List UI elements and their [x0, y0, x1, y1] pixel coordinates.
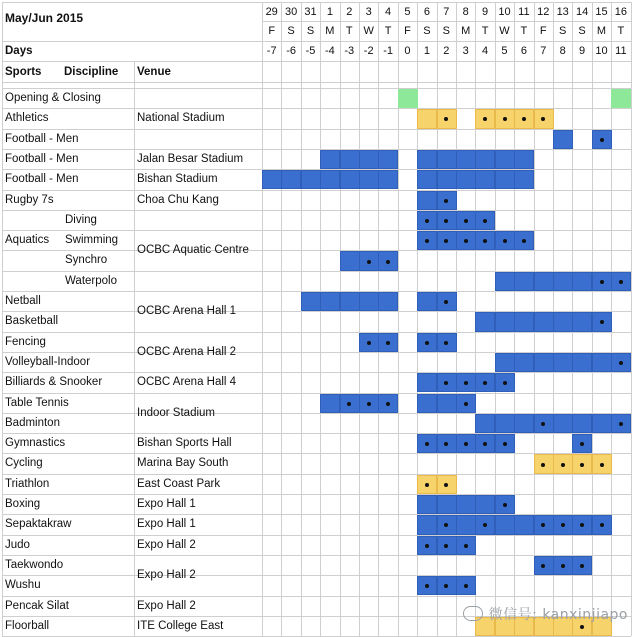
discipline-name: Synchro — [65, 254, 108, 267]
date-cell: 1 — [326, 6, 333, 18]
session-dot — [425, 341, 429, 345]
day-number-cell: -4 — [324, 45, 335, 57]
grid-line — [2, 41, 631, 42]
grid-line — [2, 596, 631, 597]
schedule-cell — [572, 414, 592, 433]
weekday-cell: T — [384, 25, 392, 37]
date-cell: 11 — [518, 6, 530, 18]
sport-name: Rugby 7s — [5, 193, 54, 206]
schedule-cell — [340, 170, 360, 189]
date-cell: 16 — [614, 6, 627, 18]
venue-name: OCBC Aquatic Centre — [137, 244, 249, 257]
weekday-cell: W — [499, 25, 510, 37]
session-dot — [386, 341, 390, 345]
schedule-cell — [553, 353, 573, 372]
session-dot — [386, 402, 390, 406]
venue-name: OCBC Arena Hall 1 — [137, 305, 237, 318]
sport-name: Aquatics — [5, 234, 50, 247]
schedule-cell — [475, 495, 495, 514]
session-dot — [561, 463, 565, 467]
sport-name: Sepaktakraw — [5, 518, 72, 531]
schedule-cell — [572, 353, 592, 372]
session-dot — [367, 402, 371, 406]
weekday-cell: T — [345, 25, 353, 37]
weekday-cell: F — [404, 25, 411, 37]
sport-name: Billiards & Snooker — [5, 376, 103, 389]
schedule-cell — [514, 272, 534, 291]
schedule-cell — [514, 515, 534, 534]
day-number-cell: 3 — [462, 45, 469, 57]
day-number-cell: 0 — [404, 45, 411, 57]
grid-line — [2, 433, 631, 434]
schedule-cell — [437, 170, 457, 189]
day-number-cell: -7 — [266, 45, 277, 57]
session-dot — [464, 402, 468, 406]
session-dot — [580, 625, 584, 629]
days-label: Days — [5, 45, 33, 57]
session-dot — [444, 199, 448, 203]
schedule-cell — [301, 292, 321, 311]
date-cell: 14 — [575, 6, 589, 18]
sport-name: Boxing — [5, 498, 41, 510]
sport-name: Gymnastics — [5, 437, 66, 450]
schedule-cell — [340, 292, 360, 311]
schedule-cell — [359, 292, 379, 311]
session-dot — [503, 381, 507, 385]
schedule-cell — [572, 312, 592, 331]
sport-name: Taekwondo — [5, 558, 64, 571]
sport-name: Wushu — [5, 579, 41, 592]
weekday-cell: T — [520, 25, 528, 37]
weekday-cell: M — [325, 25, 335, 37]
day-number-cell: 11 — [615, 45, 627, 57]
session-dot — [503, 503, 507, 507]
schedule-cell — [437, 495, 457, 514]
schedule-cell — [553, 130, 573, 149]
schedule-cell — [417, 394, 437, 413]
day-number-cell: 8 — [559, 45, 566, 57]
schedule-cell — [514, 150, 534, 169]
schedule-cell — [475, 414, 495, 433]
schedule-cell — [417, 292, 437, 311]
weekday-cell: T — [481, 25, 489, 37]
schedule-cell — [359, 150, 379, 169]
date-cell: 12 — [537, 6, 550, 18]
day-number-cell: 9 — [579, 45, 586, 57]
date-cell: 9 — [482, 6, 489, 18]
venue-name: Bishan Stadium — [137, 173, 218, 186]
venue-name: Expo Hall 2 — [137, 599, 196, 612]
grid-line — [2, 535, 631, 536]
weekday-cell: S — [287, 25, 295, 37]
schedule-table — [2, 2, 637, 634]
date-cell: 4 — [385, 6, 392, 18]
session-dot — [600, 138, 604, 142]
schedule-cell — [456, 150, 476, 169]
schedule-cell — [495, 170, 515, 189]
schedule-cell — [611, 89, 631, 108]
schedule-cell — [320, 292, 340, 311]
schedule-cell — [378, 292, 398, 311]
grid-line — [2, 332, 631, 333]
date-cell: 29 — [265, 6, 278, 18]
schedule-cell — [378, 150, 398, 169]
schedule-cell — [495, 353, 515, 372]
session-dot — [386, 260, 390, 264]
weekday-cell: S — [423, 25, 431, 37]
grid-line — [2, 61, 631, 62]
schedule-cell — [320, 394, 340, 413]
grid-line — [2, 82, 631, 83]
sport-name: Athletics — [5, 112, 49, 125]
discipline-name: Diving — [65, 213, 97, 226]
grid-line — [359, 2, 360, 636]
weekday-cell: S — [559, 25, 567, 37]
grid-line — [2, 149, 631, 150]
sport-name: Judo — [5, 538, 30, 551]
session-dot — [464, 544, 468, 548]
venue-name: Bishan Sports Hall — [137, 437, 232, 450]
sport-name: Opening & Closing — [5, 92, 101, 104]
session-dot — [503, 239, 507, 243]
schedule-cell — [553, 414, 573, 433]
weekday-cell: S — [306, 25, 315, 37]
grid-line — [2, 474, 631, 475]
page-title: May/Jun 2015 — [5, 11, 84, 25]
weekday-cell: M — [461, 25, 471, 37]
schedule-cell — [456, 170, 476, 189]
watermark-text: 微信号: kanxinjiapo — [488, 607, 628, 623]
session-dot — [425, 544, 429, 548]
day-number-cell: 2 — [443, 45, 450, 57]
weekday-cell: W — [363, 25, 374, 37]
schedule-cell — [398, 89, 418, 108]
schedule-cell — [514, 170, 534, 189]
venue-name: Expo Hall 2 — [137, 538, 196, 551]
venue-name: Jalan Besar Stadium — [137, 152, 244, 165]
date-cell: 8 — [462, 6, 469, 18]
schedule-cell — [417, 515, 437, 534]
session-dot — [541, 463, 545, 467]
venue-name: Marina Bay South — [137, 457, 229, 470]
day-number-cell: -2 — [363, 45, 374, 57]
schedule-cell — [475, 170, 495, 189]
schedule-cell — [320, 150, 340, 169]
session-dot — [503, 442, 507, 446]
schedule-cell — [301, 170, 321, 189]
schedule-cell — [514, 312, 534, 331]
wechat-icon — [463, 606, 483, 621]
schedule-cell — [534, 353, 554, 372]
session-dot — [600, 280, 604, 284]
date-cell: 5 — [404, 6, 411, 18]
session-dot — [483, 219, 487, 223]
day-number-cell: 5 — [501, 45, 508, 57]
schedule-cell — [456, 515, 476, 534]
schedule-cell — [495, 312, 515, 331]
day-number-cell: 1 — [423, 45, 430, 57]
day-number-cell: 4 — [482, 45, 489, 57]
venue-name: National Stadium — [137, 112, 225, 125]
session-dot — [619, 422, 623, 426]
sport-name: Pencak Silat — [5, 599, 69, 612]
weekday-cell: F — [268, 25, 276, 37]
watermark — [463, 604, 628, 624]
session-dot — [619, 361, 623, 365]
schedule-cell — [417, 373, 437, 392]
day-number-cell: -3 — [344, 45, 355, 57]
sport-name: Badminton — [5, 416, 60, 429]
sport-name: Volleyball-Indoor — [5, 355, 91, 368]
schedule-cell — [495, 515, 515, 534]
venue-name: Expo Hall 1 — [137, 498, 196, 510]
schedule-cell — [495, 414, 515, 433]
session-dot — [464, 219, 468, 223]
grid-line — [301, 2, 302, 636]
sport-name: Cycling — [5, 457, 43, 470]
session-dot — [580, 463, 584, 467]
venue-name: Indoor Stadium — [137, 406, 215, 419]
schedule-cell — [437, 150, 457, 169]
venue-name: Choa Chu Kang — [137, 193, 219, 206]
schedule-cell — [417, 150, 437, 169]
schedule-cell — [495, 150, 515, 169]
discipline-name: Waterpolo — [65, 274, 117, 287]
grid-line — [2, 2, 631, 3]
date-cell: 6 — [423, 6, 430, 18]
venue-header: Venue — [137, 66, 171, 78]
weekday-cell: M — [596, 25, 607, 37]
sport-name: Football - Men — [5, 152, 79, 165]
discipline-header: Discipline — [64, 66, 119, 78]
schedule-cell — [475, 312, 495, 331]
session-dot — [367, 341, 371, 345]
grid-line — [2, 575, 631, 576]
sport-name: Football - Men — [5, 132, 79, 145]
sport-name: Football - Men — [5, 173, 79, 186]
schedule-cell — [592, 414, 612, 433]
schedule-cell — [592, 353, 612, 372]
date-cell: 30 — [284, 6, 298, 18]
grid-line — [378, 2, 379, 636]
day-number-cell: 10 — [595, 45, 608, 57]
schedule-cell — [534, 272, 554, 291]
grid-line — [2, 2, 3, 636]
grid-line — [2, 494, 631, 495]
session-dot — [425, 219, 429, 223]
date-cell: 7 — [443, 6, 450, 18]
schedule-cell — [553, 272, 573, 291]
grid-line — [281, 2, 282, 636]
weekday-cell: T — [617, 25, 625, 37]
schedule-cell — [514, 414, 534, 433]
venue-name: OCBC Arena Hall 2 — [137, 345, 237, 358]
sport-name: Basketball — [5, 315, 59, 328]
day-number-cell: 7 — [540, 45, 547, 57]
day-number-cell: 6 — [520, 45, 527, 57]
session-dot — [619, 280, 623, 284]
schedule-cell — [417, 170, 437, 189]
sport-name: Triathlon — [5, 477, 50, 490]
grid-line — [262, 21, 631, 22]
session-dot — [347, 402, 351, 406]
day-number-cell: -1 — [383, 45, 393, 57]
date-cell: 31 — [304, 6, 317, 18]
session-dot — [561, 564, 565, 568]
day-number-cell: -6 — [286, 45, 296, 57]
discipline-name: Swimming — [65, 234, 119, 247]
schedule-cell — [553, 312, 573, 331]
grid-line — [340, 2, 341, 636]
session-dot — [464, 239, 468, 243]
venue-name: Expo Hall 1 — [137, 518, 196, 531]
schedule-cell — [514, 353, 534, 372]
session-dot — [367, 260, 371, 264]
grid-line — [320, 2, 321, 636]
schedule-cell — [572, 272, 592, 291]
schedule-cell — [475, 150, 495, 169]
schedule-cell — [262, 170, 282, 189]
schedule-cell — [378, 170, 398, 189]
venue-name: OCBC Arena Hall 4 — [137, 376, 237, 389]
schedule-cell — [340, 251, 360, 270]
date-cell: 13 — [556, 6, 569, 18]
session-dot — [464, 442, 468, 446]
schedule-cell — [417, 495, 437, 514]
date-cell: 3 — [365, 6, 372, 18]
schedule-cell — [456, 495, 476, 514]
sport-name: Floorball — [5, 619, 50, 632]
grid-line — [2, 190, 631, 191]
schedule-cell — [359, 170, 379, 189]
schedule-cell — [417, 191, 437, 210]
schedule-cell — [320, 170, 340, 189]
schedule-cell — [495, 272, 515, 291]
date-cell: 10 — [498, 6, 511, 18]
weekday-cell: S — [578, 25, 586, 37]
venue-name: East Coast Park — [137, 477, 221, 490]
weekday-cell: F — [539, 25, 547, 37]
schedule-cell — [437, 394, 457, 413]
schedule-cell — [534, 312, 554, 331]
grid-line — [134, 61, 135, 636]
date-cell: 15 — [595, 6, 608, 18]
sport-name: Table Tennis — [5, 396, 69, 409]
session-dot — [600, 463, 604, 467]
venue-name: ITE College East — [137, 619, 224, 632]
venue-name: Expo Hall 2 — [137, 569, 196, 582]
grid-line — [2, 393, 631, 394]
session-dot — [425, 483, 429, 487]
schedule-cell — [281, 170, 301, 189]
schedule-cell — [340, 150, 360, 169]
sports-header: Sports — [5, 66, 42, 78]
schedule-cell — [417, 109, 437, 128]
day-number-cell: -5 — [305, 45, 316, 57]
weekday-cell: S — [442, 25, 450, 37]
grid-line — [262, 2, 263, 636]
date-cell: 2 — [346, 6, 353, 18]
sport-name: Fencing — [5, 335, 46, 348]
sport-name: Netball — [5, 295, 41, 307]
grid-line — [2, 129, 631, 130]
